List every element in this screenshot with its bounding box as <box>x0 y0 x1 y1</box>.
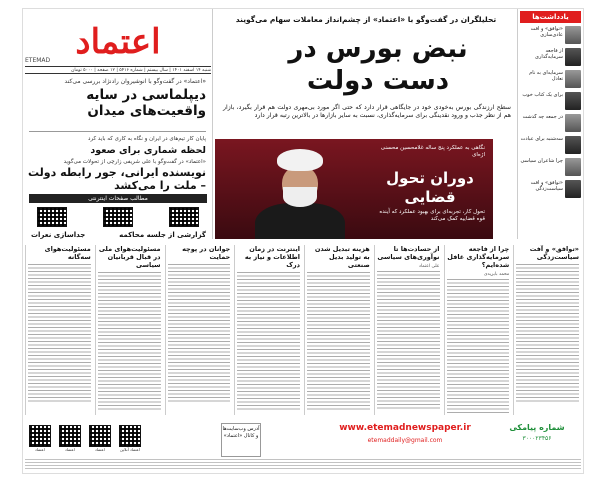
email-link[interactable]: etemaddaily@gmail.com <box>367 437 443 444</box>
article-column[interactable]: مسئولیت‌هوای سه‌گانه <box>25 245 93 415</box>
story-kicker: «اعتماد» در گفت‌وگو با انوشیروان رادنژاد بررسی می‌کند <box>64 78 206 85</box>
author-photo <box>565 158 581 176</box>
lead-kicker: تحلیلگران در گفت‌وگو با «اعتماد» از چشم‌انداز معاملات سهام می‌گویند <box>235 15 497 24</box>
sidebar-item[interactable]: برای یک کتاب خوب <box>520 92 581 111</box>
issue-meta: شنبه ۱۴ اسفند ۱۴۰۱ | سال بیستم | شماره ۵۴۱۶ | ۱۲ صفحه | ۵۰۰۰ تومان <box>25 66 211 74</box>
author-photo <box>565 114 581 132</box>
teaser-left[interactable]: جداسازی نعرات <box>31 231 86 239</box>
bottom-strip <box>25 419 581 473</box>
qr-code[interactable] <box>29 425 51 447</box>
sidebar-item[interactable]: در جمعه چه گذشت <box>520 114 581 133</box>
sms-number: ۳۰۰۰۲۳۴۵۶ <box>522 435 552 442</box>
address-box: آدرس وب‌سایت‌ها و کانال «اعتماد» <box>221 423 261 457</box>
author-photo <box>565 180 581 198</box>
sms-label: شماره پیامکی <box>509 423 565 432</box>
article-column[interactable]: اینترنت در زمان اطلاعات و نیاز به درک <box>234 245 302 415</box>
story-headline[interactable]: نویسنده ایرانی، جور رابطه دولت – ملت را می‌کشد <box>28 166 206 192</box>
main-headline[interactable]: نبض بورس در دست دولت <box>288 34 468 96</box>
article-column[interactable]: «توافق» و آفت سیاست‌زدگی <box>513 245 581 415</box>
qr-code[interactable] <box>119 425 141 447</box>
qr-code[interactable] <box>169 207 199 227</box>
sidebar-notes <box>517 9 583 239</box>
article-column[interactable]: هزینه تبدیل شدن به تولید بدیل صنعتی <box>304 245 372 415</box>
qr-code[interactable] <box>37 207 67 227</box>
author-photo <box>565 48 581 66</box>
article-column[interactable]: چرا از فاجعه سرمایه‌گذاری غافل شده‌ایم؟ محمد بایزیدی <box>444 245 512 415</box>
website-link[interactable]: www.etemadnewspaper.ir <box>339 423 471 433</box>
sidebar-item[interactable]: سه‌شنبه برای عبادت <box>520 136 581 155</box>
qr-code[interactable] <box>89 425 111 447</box>
article-column[interactable]: جوانان در پوچه حمایت <box>165 245 233 415</box>
article-columns <box>25 245 581 415</box>
divider <box>29 131 206 132</box>
author-photo <box>565 70 581 88</box>
author-photo <box>565 136 581 154</box>
footer-text <box>25 459 581 471</box>
cover-photo <box>215 139 493 239</box>
story-headline[interactable]: لحظه شماری برای صعود <box>90 145 206 156</box>
article-column[interactable]: مسئولیت‌هوای ملی در قبال قربانیان سیاسی <box>95 245 163 415</box>
masthead-column <box>23 9 213 239</box>
logo-latin: ETEMAD <box>25 57 51 64</box>
photo-kicker: نگاهی به عملکرد پنج ساله غلامحسین محسنی اژه‌ای <box>380 145 485 158</box>
section-bar: مطالب صفحات اینترنتی <box>29 194 207 203</box>
qr-code[interactable] <box>103 207 133 227</box>
sidebar-item[interactable]: «توافق» و آفت عادی‌سازی <box>520 26 581 45</box>
newspaper-page <box>22 8 584 474</box>
qr-row: اعتماد آنلاین اعتماد اعتماد اعتماد <box>29 425 141 452</box>
sidebar-item[interactable]: چرا شاعران سیاسی <box>520 158 581 177</box>
photo-headline[interactable]: دوران تحول قضایی <box>386 169 474 206</box>
sidebar-title: یادداشت‌ها <box>520 11 581 23</box>
article-column[interactable]: از حسادت‌ها تا نوآوری‌های سیاسی علی اعتماد <box>374 245 442 415</box>
sidebar-item[interactable]: «توافق» و آفت سیاست‌زدگی <box>520 180 581 199</box>
author-photo <box>565 26 581 44</box>
portrait-illustration <box>255 149 345 239</box>
photo-subhead: تحول کار، تجربه‌ای برای بهبود عملکرد که آینده قوه قضاییه کمک می‌کند <box>379 209 485 222</box>
newspaper-logo: اعتماد <box>75 22 161 62</box>
story-kicker: «اعتماد» در گفت‌وگو با علی شریفی زارچی از تحولات می‌گوید <box>63 159 206 165</box>
story-headline[interactable]: دیپلماسی در سایه واقعیت‌های میدان <box>86 87 206 119</box>
lead-paragraph: سطح ارزندگی بورس به‌خودی خود در جایگاهی قرار دارد که حتی اگر مورد بی‌مهری دولت هم قرار بگیرد، بازار هم از نظر جذب و ورود نقدینگی برای سرمایه‌گذاری، نسبت به سایر بازارها در بالاترین رتبه قرار دارد <box>223 104 511 119</box>
author-photo <box>565 92 581 110</box>
sidebar-item[interactable]: سرمایه‌ای به نام تعادل <box>520 70 581 89</box>
sidebar-item[interactable]: از فاجعه سرمایه‌گذاری <box>520 48 581 67</box>
story-kicker: پایان کار تیم‌های در ایران و نگاه به کاری که باید کرد <box>88 136 206 142</box>
teaser-right[interactable]: گزارشی از جلسه محاکمه <box>119 231 206 239</box>
qr-code[interactable] <box>59 425 81 447</box>
